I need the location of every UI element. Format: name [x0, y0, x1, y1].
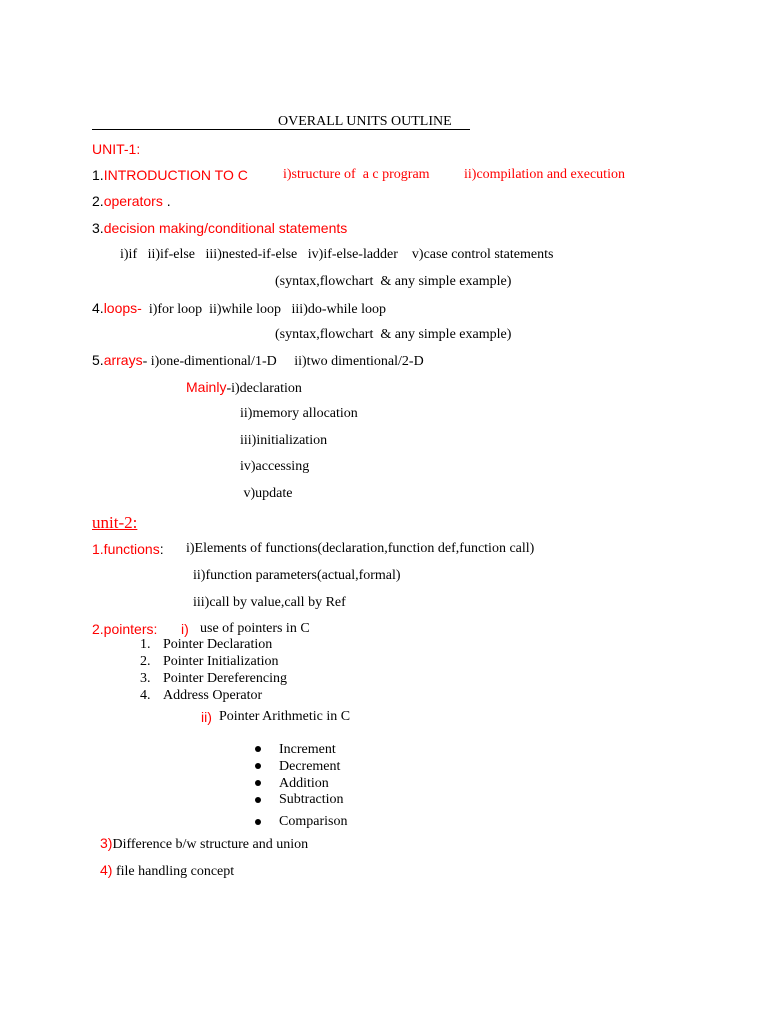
unit1-item4-note: (syntax,flowchart & any simple example): [275, 327, 512, 342]
pointers-i-label: i): [181, 621, 189, 637]
numbered-text: Pointer Declaration: [163, 637, 273, 652]
mainly-label: Mainly: [186, 379, 227, 395]
bullet-icon: [255, 819, 261, 825]
array-point: iii)initialization: [240, 433, 328, 448]
functions-line1: i)Elements of functions(declaration,function def,function call): [186, 541, 535, 556]
unit1-heading: UNIT-1:: [92, 141, 141, 157]
numbered-num: 1.: [140, 637, 151, 652]
numbered-text: Pointer Initialization: [163, 654, 279, 669]
functions-line3: iii)call by value,call by Ref: [193, 595, 346, 610]
item-number: 1.: [92, 167, 104, 183]
bullet-text: Comparison: [279, 814, 348, 829]
item-subs: - i)one-dimentional/1-D ii)two dimentional/2-D: [142, 354, 424, 369]
functions-label-text: 1.functions: [92, 541, 160, 557]
unit1-item5-mainly: [186, 379, 302, 397]
unit1-item5: [92, 352, 424, 370]
page-title: OVERALL UNITS OUTLINE: [278, 114, 452, 129]
array-point: ii)memory allocation: [240, 406, 358, 421]
item-number: 5.: [92, 352, 104, 368]
numbered-num: 4.: [140, 688, 151, 703]
item-number: 4.: [92, 300, 104, 316]
numbered-text: Address Operator: [163, 688, 263, 703]
pointers-i-text: use of pointers in C: [200, 621, 310, 636]
mainly-first: -i)declaration: [226, 381, 302, 396]
item-label: loops-: [103, 300, 142, 316]
item-number: 4): [100, 862, 113, 878]
item-text: Difference b/w structure and union: [112, 837, 309, 852]
pointers-label: 2.pointers:: [92, 621, 158, 637]
array-point: iv)accessing: [240, 459, 310, 474]
bullet-icon: [255, 780, 261, 786]
item-subs: i)for loop ii)while loop iii)do-while loop: [141, 302, 387, 317]
functions-line2: ii)function parameters(actual,formal): [193, 568, 401, 583]
item-number: 3.: [92, 220, 104, 236]
functions-colon: :: [159, 541, 164, 557]
bullet-icon: [255, 797, 261, 803]
unit1-item1: [92, 167, 248, 183]
item-text: file handling concept: [112, 864, 235, 879]
item-tail: .: [162, 193, 171, 209]
unit2-item4: [100, 862, 234, 880]
item-label: INTRODUCTION TO C: [103, 167, 248, 183]
item-label: arrays: [103, 352, 143, 368]
unit1-item3-note: (syntax,flowchart & any simple example): [275, 274, 512, 289]
unit1-item1-sub2: ii)compilation and execution: [464, 167, 625, 182]
numbered-text: Pointer Dereferencing: [163, 671, 287, 686]
array-point: v)update: [240, 486, 293, 501]
item-label: decision making/conditional statements: [103, 220, 348, 236]
unit1-item3-subs: i)if ii)if-else iii)nested-if-else iv)if-else-ladder v)case control statements: [120, 247, 554, 262]
pointers-ii-label: ii): [201, 709, 212, 725]
bullet-text: Subtraction: [279, 792, 344, 807]
numbered-num: 3.: [140, 671, 151, 686]
functions-label: [92, 541, 164, 557]
bullet-text: Increment: [279, 742, 336, 757]
item-number: 2.: [92, 193, 104, 209]
bullet-icon: [255, 746, 261, 752]
bullet-text: Decrement: [279, 759, 341, 774]
unit2-item3: [100, 835, 308, 853]
item-number: 3): [100, 835, 113, 851]
unit1-item4: [92, 300, 386, 318]
unit1-item2: [92, 193, 171, 209]
pointers-ii-text: Pointer Arithmetic in C: [219, 709, 351, 724]
unit1-item1-sub1: i)structure of a c program: [283, 167, 430, 182]
item-label: operators: [103, 193, 163, 209]
bullet-text: Addition: [279, 776, 329, 791]
bullet-icon: [255, 763, 261, 769]
numbered-num: 2.: [140, 654, 151, 669]
unit2-heading: unit-2:: [92, 513, 138, 532]
unit1-item3: [92, 220, 347, 236]
